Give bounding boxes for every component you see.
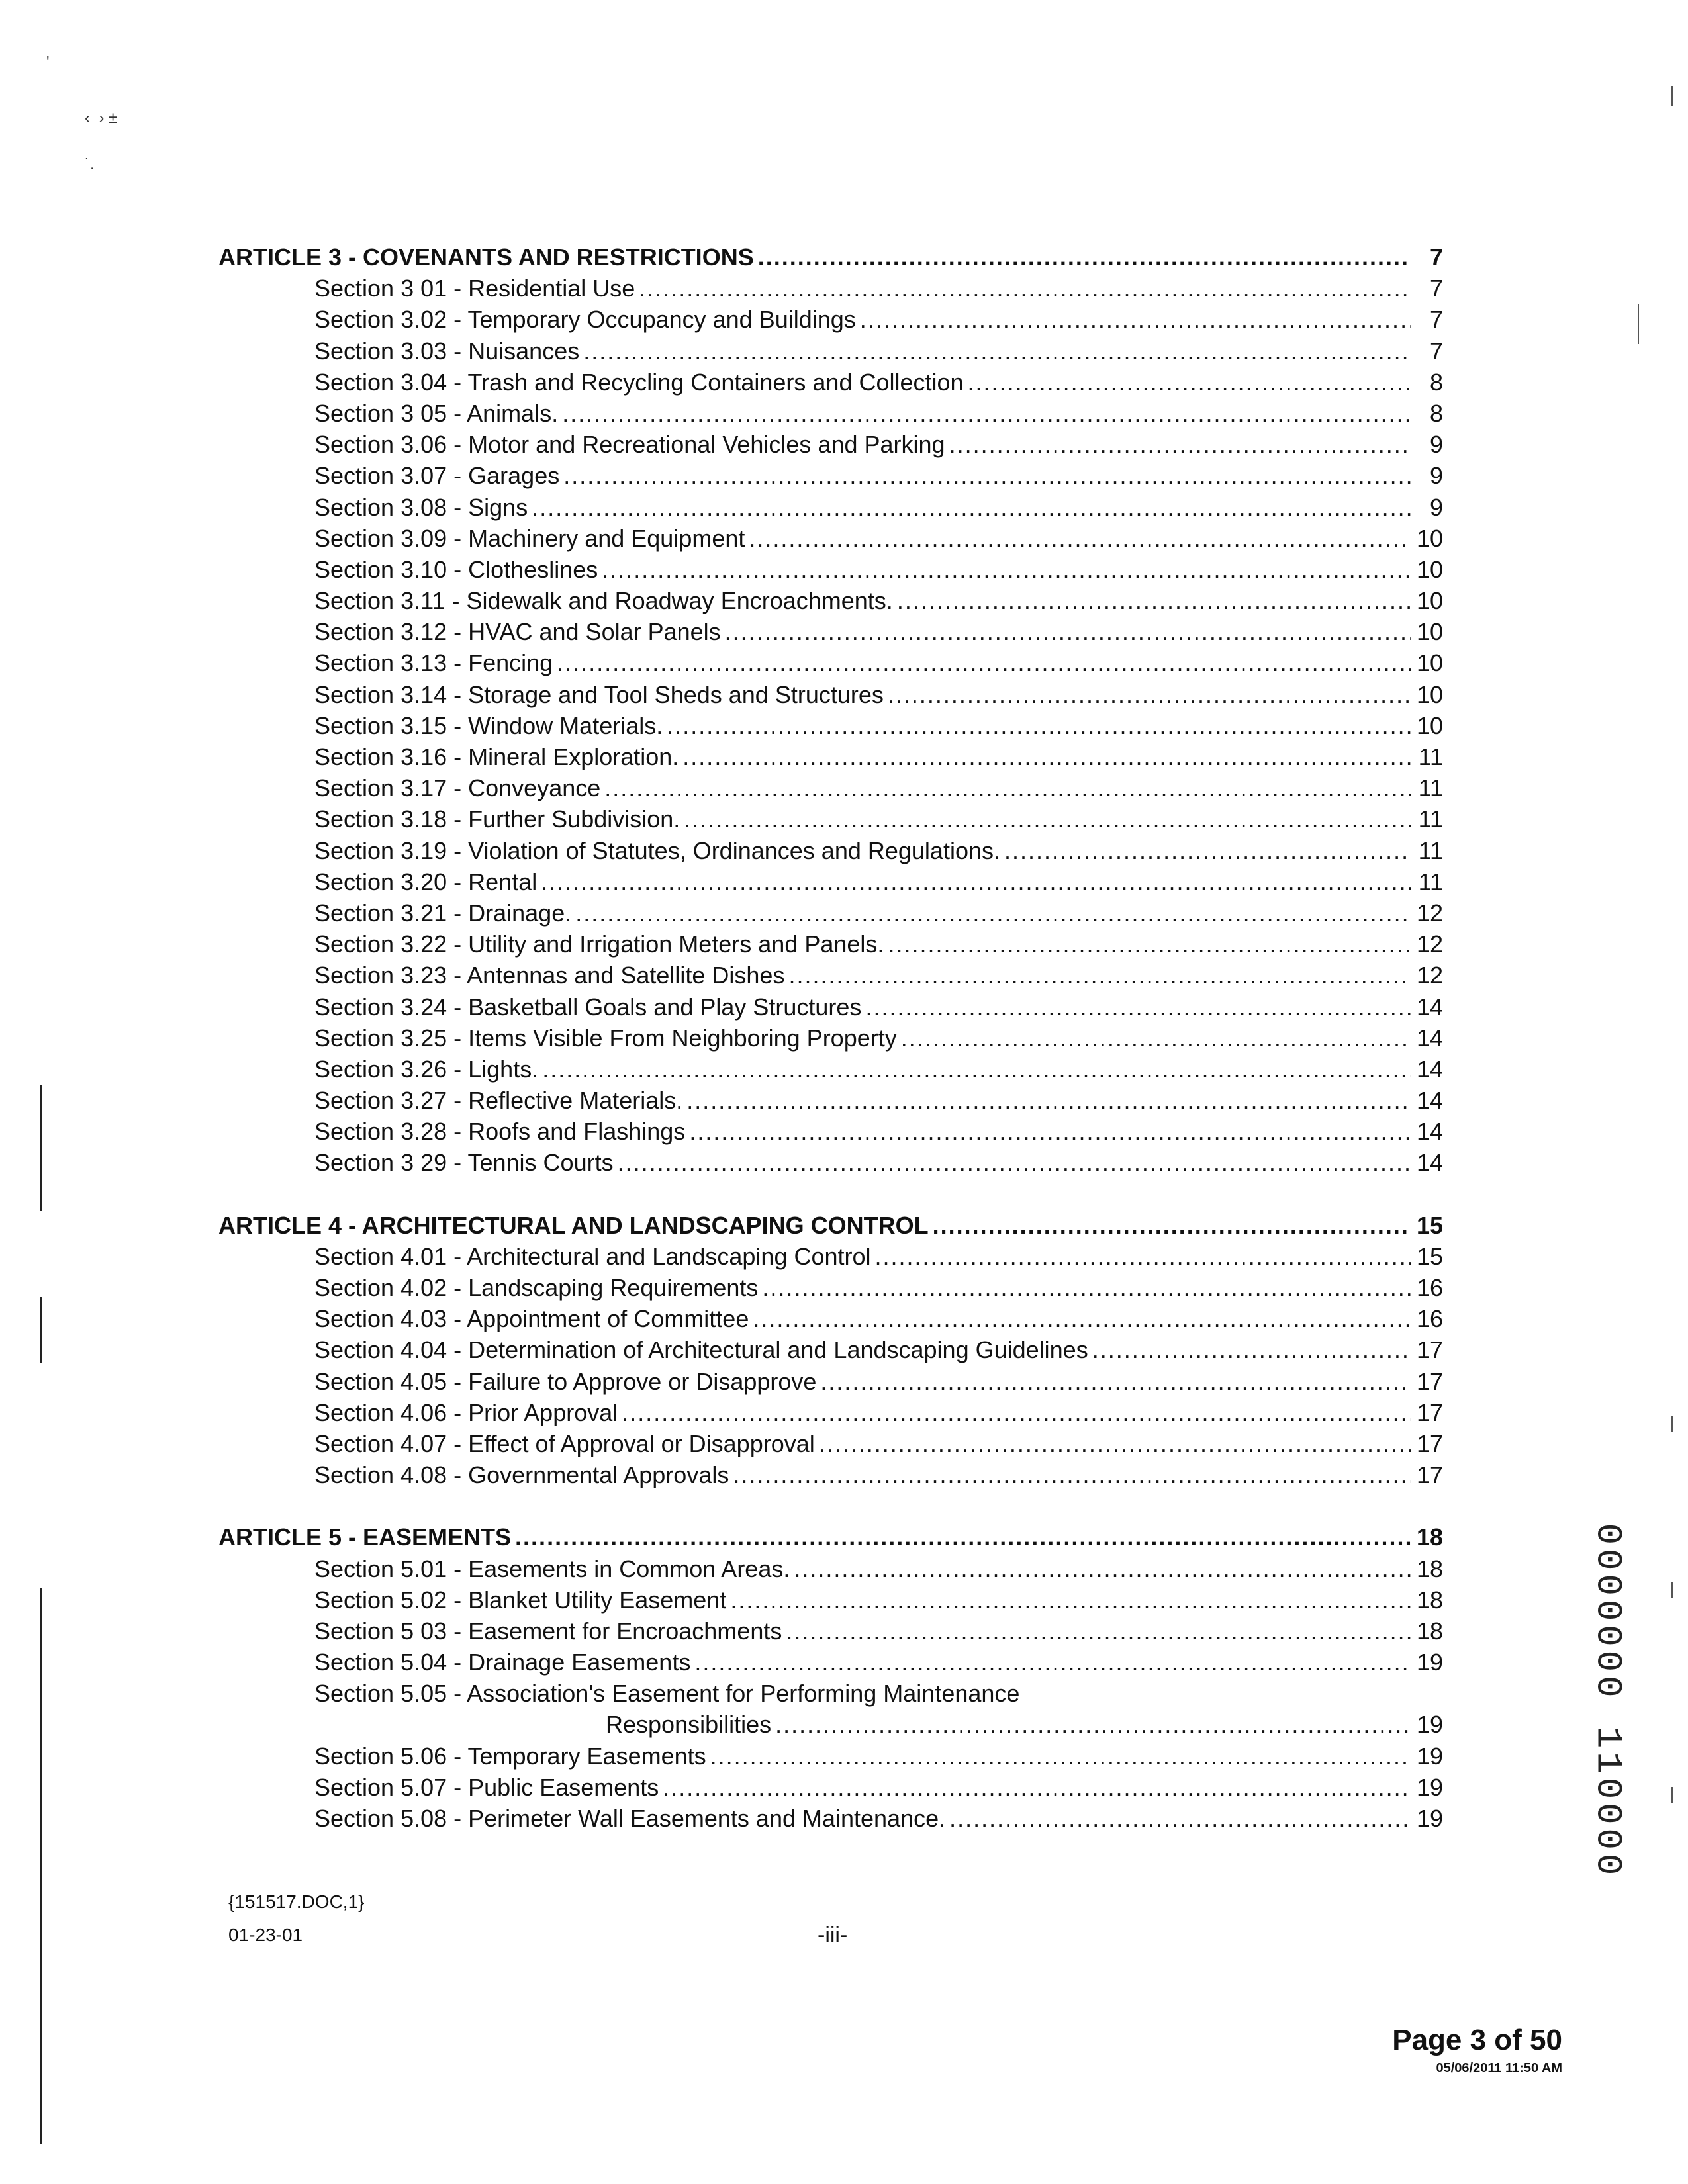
section-label: Section 5.04 - Drainage Easements bbox=[314, 1649, 691, 1676]
section-page: 11 bbox=[1418, 868, 1443, 895]
timestamp-stamp: 05/06/2011 11:50 AM bbox=[1436, 2061, 1562, 2075]
recording-number-text: 0000000 110000 bbox=[1587, 1523, 1628, 1879]
section-label: Section 4.07 - Effect of Approval or Disapproval bbox=[314, 1430, 815, 1457]
section-label: Section 3.15 - Window Materials. bbox=[314, 711, 663, 739]
section-page: 15 bbox=[1416, 1242, 1443, 1270]
margin-rule bbox=[40, 1297, 42, 1363]
section-label: Section 5.06 - Temporary Easements bbox=[314, 1742, 706, 1770]
document-date: 01-23-01 bbox=[228, 1925, 303, 1945]
section-label: Section 4.05 - Failure to Approve or Disapprove bbox=[314, 1367, 817, 1395]
section-entry bbox=[218, 803, 1443, 835]
section-entry bbox=[218, 741, 1443, 772]
dot-leader bbox=[1092, 1334, 1411, 1365]
dot-leader bbox=[753, 1303, 1411, 1334]
dot-leader bbox=[888, 679, 1411, 710]
margin-rule bbox=[40, 1588, 42, 2144]
dot-leader bbox=[563, 460, 1411, 491]
section-page: 11 bbox=[1418, 837, 1443, 864]
dot-leader bbox=[775, 1709, 1411, 1740]
section-entry bbox=[218, 616, 1443, 647]
section-entry bbox=[218, 960, 1443, 991]
scan-artifact: ' bbox=[46, 53, 50, 71]
section-entry bbox=[218, 1584, 1443, 1615]
section-label: Section 3.04 - Trash and Recycling Containers and Collection bbox=[314, 368, 964, 396]
section-page: 19 bbox=[1416, 1742, 1443, 1770]
section-entry bbox=[218, 367, 1443, 398]
section-entry bbox=[218, 1085, 1443, 1116]
section-entry bbox=[218, 1054, 1443, 1085]
section-entry bbox=[218, 554, 1443, 585]
section-page: 16 bbox=[1416, 1305, 1443, 1333]
dot-leader bbox=[733, 1459, 1411, 1490]
dot-leader bbox=[684, 803, 1411, 835]
section-page: 9 bbox=[1429, 431, 1443, 459]
section-label: Section 5.05 - Association's Easement for Performing Maintenance bbox=[314, 1680, 1020, 1707]
section-page: 14 bbox=[1416, 1055, 1443, 1083]
dot-leader bbox=[602, 554, 1411, 585]
dot-leader bbox=[686, 1085, 1411, 1116]
section-page: 11 bbox=[1418, 774, 1443, 802]
section-entry bbox=[218, 585, 1443, 616]
section-label: Section 3.18 - Further Subdivision. bbox=[314, 805, 680, 833]
dot-leader bbox=[819, 1428, 1411, 1459]
section-page: 14 bbox=[1416, 1087, 1443, 1115]
article-title: ARTICLE 5 - EASEMENTS bbox=[218, 1524, 512, 1551]
dot-leader bbox=[865, 991, 1411, 1023]
section-label: Section 5.01 - Easements in Common Areas. bbox=[314, 1555, 790, 1582]
section-label: Section 4.08 - Governmental Approvals bbox=[314, 1461, 729, 1489]
section-label: Section 3 29 - Tennis Courts bbox=[314, 1149, 614, 1177]
section-entry bbox=[218, 1272, 1443, 1303]
dot-leader bbox=[860, 304, 1411, 335]
section-label: Section 3.09 - Machinery and Equipment bbox=[314, 524, 745, 552]
section-entry bbox=[218, 1428, 1443, 1459]
section-label: Section 4.01 - Architectural and Landscaping Control bbox=[314, 1242, 871, 1270]
section-label: Section 3.08 - Signs bbox=[314, 493, 528, 521]
section-label: Section 4.04 - Determination of Architectural and Landscaping Guidelines bbox=[314, 1336, 1088, 1364]
dot-leader bbox=[968, 367, 1411, 398]
section-label: Section 3.26 - Lights. bbox=[314, 1055, 539, 1083]
section-page: 10 bbox=[1416, 649, 1443, 677]
section-entry bbox=[218, 523, 1443, 554]
dot-leader bbox=[532, 492, 1411, 523]
section-entry bbox=[218, 429, 1443, 460]
section-entry bbox=[218, 1397, 1443, 1428]
section-entry bbox=[218, 897, 1443, 929]
scan-artifact: ˙. bbox=[85, 156, 95, 173]
section-page: 10 bbox=[1416, 587, 1443, 615]
section-entry bbox=[218, 1023, 1443, 1054]
dot-leader bbox=[515, 1522, 1411, 1553]
dot-leader bbox=[667, 710, 1411, 741]
dot-leader bbox=[949, 1803, 1411, 1834]
section-page: 10 bbox=[1416, 524, 1443, 552]
section-page: 19 bbox=[1416, 1711, 1443, 1739]
dot-leader bbox=[933, 1210, 1411, 1241]
scan-artifact bbox=[1638, 304, 1639, 344]
section-page: 10 bbox=[1416, 555, 1443, 583]
dot-leader bbox=[583, 336, 1411, 367]
table-of-contents bbox=[218, 242, 1443, 1834]
article-page: 15 bbox=[1416, 1211, 1443, 1239]
section-entry-continuation bbox=[218, 1709, 1443, 1740]
section-entry bbox=[218, 492, 1443, 523]
dot-leader bbox=[1004, 835, 1411, 866]
section-page: 14 bbox=[1416, 1118, 1443, 1146]
section-page: 7 bbox=[1429, 275, 1443, 302]
page-of-stamp: Page 3 of 50 bbox=[1392, 2024, 1562, 2056]
dot-leader bbox=[875, 1241, 1411, 1272]
dot-leader bbox=[730, 1584, 1411, 1615]
dot-leader bbox=[901, 1023, 1411, 1054]
section-entry bbox=[218, 1459, 1443, 1490]
section-page: 12 bbox=[1416, 962, 1443, 989]
section-label: Section 3.25 - Items Visible From Neighboring Property bbox=[314, 1024, 897, 1052]
section-label: Section 3.14 - Storage and Tool Sheds and Structures bbox=[314, 680, 884, 708]
section-label: Section 3 01 - Residential Use bbox=[314, 275, 635, 302]
section-page: 9 bbox=[1429, 493, 1443, 521]
section-label: Section 3.27 - Reflective Materials. bbox=[314, 1087, 683, 1115]
dot-leader bbox=[949, 429, 1411, 460]
dot-leader bbox=[622, 1397, 1411, 1428]
section-page: 19 bbox=[1416, 1649, 1443, 1676]
dot-leader bbox=[639, 273, 1411, 304]
dot-leader bbox=[794, 1553, 1411, 1584]
section-label: Section 3.24 - Basketball Goals and Play Structures bbox=[314, 993, 862, 1021]
section-label: Section 3.11 - Sidewalk and Roadway Encroachments. bbox=[314, 587, 893, 615]
section-label: Section 4.06 - Prior Approval bbox=[314, 1398, 618, 1426]
section-label: Section 3.21 - Drainage. bbox=[314, 899, 572, 927]
section-page: 18 bbox=[1416, 1555, 1443, 1582]
recording-number bbox=[1587, 1523, 1628, 1879]
section-page: 19 bbox=[1416, 1773, 1443, 1801]
section-entry bbox=[218, 835, 1443, 866]
section-entry bbox=[218, 929, 1443, 960]
section-entry bbox=[218, 460, 1443, 491]
section-page: 17 bbox=[1416, 1336, 1443, 1364]
article-heading bbox=[218, 1210, 1443, 1241]
section-label: Section 3.06 - Motor and Recreational Vehicles and Parking bbox=[314, 431, 945, 459]
section-page: 10 bbox=[1416, 680, 1443, 708]
dot-leader bbox=[575, 897, 1411, 929]
section-entry bbox=[218, 1772, 1443, 1803]
section-label: Section 4.03 - Appointment of Committee bbox=[314, 1305, 749, 1333]
section-entry bbox=[218, 336, 1443, 367]
section-page: 17 bbox=[1416, 1461, 1443, 1489]
section-entry bbox=[218, 1116, 1443, 1147]
dot-leader bbox=[758, 242, 1411, 273]
section-label: Section 3.28 - Roofs and Flashings bbox=[314, 1118, 686, 1146]
scan-artifact bbox=[1671, 86, 1673, 106]
section-entry bbox=[218, 1678, 1443, 1709]
article-title: ARTICLE 3 - COVENANTS AND RESTRICTIONS bbox=[218, 244, 754, 271]
section-page: 12 bbox=[1416, 931, 1443, 958]
section-entry bbox=[218, 679, 1443, 710]
section-page: 14 bbox=[1416, 1024, 1443, 1052]
section-entry bbox=[218, 1553, 1443, 1584]
dot-leader bbox=[788, 960, 1411, 991]
section-page: 16 bbox=[1416, 1274, 1443, 1301]
section-page: 11 bbox=[1418, 805, 1443, 833]
section-page: 12 bbox=[1416, 899, 1443, 927]
dot-leader bbox=[897, 585, 1411, 616]
section-entry bbox=[218, 1615, 1443, 1647]
dot-leader bbox=[820, 1366, 1411, 1397]
section-label: Section 5.08 - Perimeter Wall Easements and Maintenance. bbox=[314, 1805, 946, 1832]
dot-leader bbox=[725, 616, 1411, 647]
section-entry bbox=[218, 991, 1443, 1023]
section-label: Section 3.20 - Rental bbox=[314, 868, 538, 895]
section-entry bbox=[218, 1147, 1443, 1178]
section-label: Section 3.02 - Temporary Occupancy and Buildings bbox=[314, 306, 856, 334]
section-page: 11 bbox=[1418, 743, 1443, 770]
dot-leader bbox=[749, 523, 1411, 554]
margin-rule bbox=[40, 1085, 42, 1211]
section-entry bbox=[218, 710, 1443, 741]
article-heading bbox=[218, 1522, 1443, 1553]
article-heading bbox=[218, 242, 1443, 273]
section-label: Section 3.13 - Fencing bbox=[314, 649, 553, 677]
section-label: Section 5.07 - Public Easements bbox=[314, 1773, 659, 1801]
scan-artifact bbox=[1671, 1416, 1673, 1432]
section-page: 17 bbox=[1416, 1430, 1443, 1457]
section-page: 10 bbox=[1416, 711, 1443, 739]
section-label: Section 3 05 - Animals. bbox=[314, 399, 559, 427]
dot-leader bbox=[542, 1054, 1411, 1085]
dot-leader bbox=[689, 1116, 1411, 1147]
section-entry bbox=[218, 398, 1443, 429]
section-label: Section 3.23 - Antennas and Satellite Dishes bbox=[314, 962, 785, 989]
section-page: 14 bbox=[1416, 1149, 1443, 1177]
section-label: Section 5.02 - Blanket Utility Easement bbox=[314, 1586, 727, 1614]
section-label: Section 3.17 - Conveyance bbox=[314, 774, 601, 802]
section-label: Section 3.22 - Utility and Irrigation Meters and Panels. bbox=[314, 931, 884, 958]
section-label: Section 3.07 - Garages bbox=[314, 462, 560, 490]
scan-artifact: ‹ › ± bbox=[85, 109, 118, 127]
section-label: Section 4.02 - Landscaping Requirements bbox=[314, 1274, 759, 1301]
section-page: 17 bbox=[1416, 1398, 1443, 1426]
section-label: Section 3.19 - Violation of Statutes, Ordinances and Regulations. bbox=[314, 837, 1000, 864]
section-label: Section 3.12 - HVAC and Solar Panels bbox=[314, 618, 721, 646]
article-page: 7 bbox=[1429, 244, 1443, 271]
dot-leader bbox=[694, 1647, 1411, 1678]
section-continuation: Responsibilities bbox=[606, 1711, 772, 1739]
section-page: 10 bbox=[1416, 618, 1443, 646]
section-page: 18 bbox=[1416, 1617, 1443, 1645]
section-page: 8 bbox=[1429, 399, 1443, 427]
dot-leader bbox=[557, 647, 1411, 678]
section-entry bbox=[218, 273, 1443, 304]
section-entry bbox=[218, 1241, 1443, 1272]
article-title: ARTICLE 4 - ARCHITECTURAL AND LANDSCAPING CONTROL bbox=[218, 1211, 929, 1239]
section-entry bbox=[218, 772, 1443, 803]
section-page: 18 bbox=[1416, 1586, 1443, 1614]
section-page: 19 bbox=[1416, 1805, 1443, 1832]
dot-leader bbox=[710, 1741, 1411, 1772]
article-page: 18 bbox=[1416, 1524, 1443, 1551]
document-reference: {151517.DOC,1} bbox=[228, 1891, 365, 1912]
section-page: 7 bbox=[1429, 306, 1443, 334]
section-entry bbox=[218, 1303, 1443, 1334]
scan-artifact bbox=[1671, 1582, 1673, 1598]
page-number: -iii- bbox=[818, 1923, 848, 1948]
dot-leader bbox=[562, 398, 1411, 429]
dot-leader bbox=[762, 1272, 1411, 1303]
section-label: Section 5 03 - Easement for Encroachments bbox=[314, 1617, 782, 1645]
section-label: Section 3.03 - Nuisances bbox=[314, 337, 580, 365]
dot-leader bbox=[786, 1615, 1411, 1647]
dot-leader bbox=[663, 1772, 1411, 1803]
section-entry bbox=[218, 866, 1443, 897]
section-label: Section 3.16 - Mineral Exploration. bbox=[314, 743, 679, 770]
article-gap bbox=[218, 1490, 1443, 1522]
section-entry bbox=[218, 1647, 1443, 1678]
scan-artifact bbox=[1671, 1787, 1673, 1803]
dot-leader bbox=[604, 772, 1411, 803]
section-page: 9 bbox=[1429, 462, 1443, 490]
section-page: 7 bbox=[1429, 337, 1443, 365]
section-entry bbox=[218, 304, 1443, 335]
section-entry bbox=[218, 647, 1443, 678]
section-entry bbox=[218, 1334, 1443, 1365]
dot-leader bbox=[682, 741, 1411, 772]
section-page: 17 bbox=[1416, 1367, 1443, 1395]
article-gap bbox=[218, 1179, 1443, 1210]
section-page: 14 bbox=[1416, 993, 1443, 1021]
section-page: 8 bbox=[1429, 368, 1443, 396]
section-entry bbox=[218, 1803, 1443, 1834]
section-entry bbox=[218, 1366, 1443, 1397]
section-label: Section 3.10 - Clotheslines bbox=[314, 555, 598, 583]
dot-leader bbox=[618, 1147, 1411, 1178]
dot-leader bbox=[541, 866, 1411, 897]
dot-leader bbox=[888, 929, 1411, 960]
section-entry bbox=[218, 1741, 1443, 1772]
